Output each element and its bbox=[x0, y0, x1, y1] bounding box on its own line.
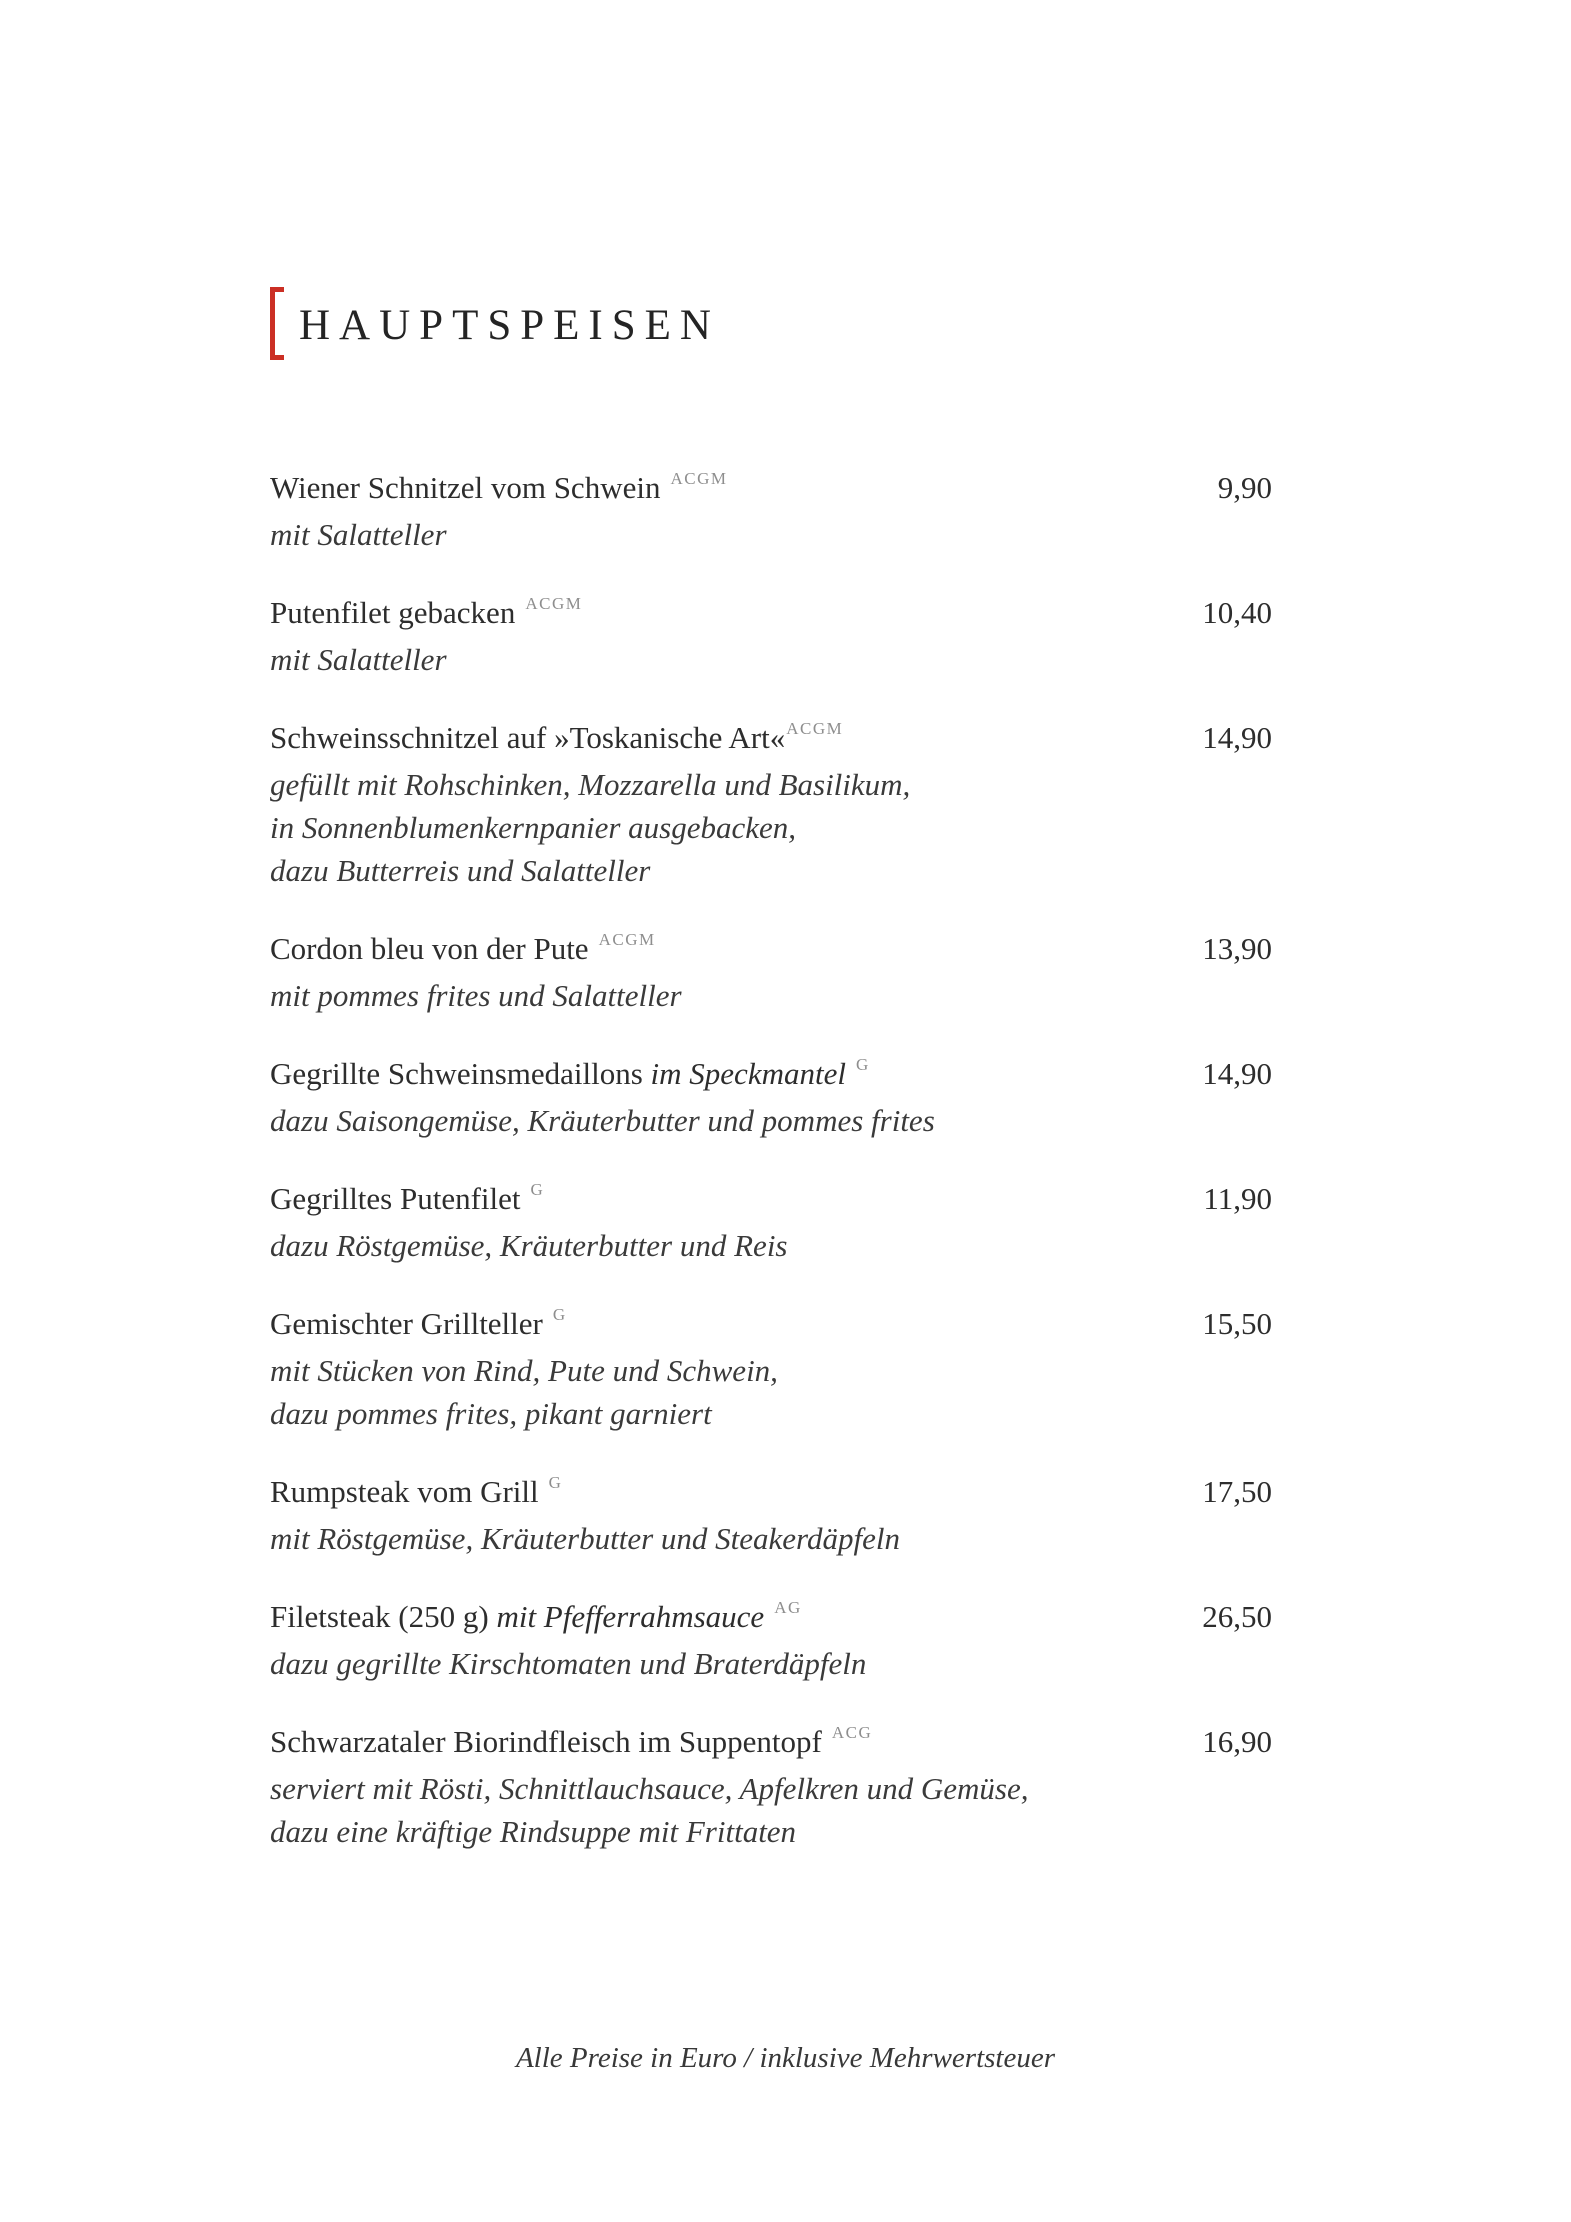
item-allergens: G bbox=[552, 1305, 567, 1324]
menu-item bbox=[270, 455, 1272, 556]
menu-items bbox=[270, 455, 1272, 1853]
item-desc bbox=[270, 1517, 1272, 1560]
item-row bbox=[270, 1459, 1272, 1516]
item-name bbox=[270, 705, 843, 762]
item-allergens: ACGM bbox=[670, 469, 728, 488]
item-name-roman: Putenfilet gebacken bbox=[270, 595, 516, 630]
item-price: 26,50 bbox=[1202, 1599, 1272, 1634]
item-name-roman: Schweinsschnitzel auf »Toskanische Art« bbox=[270, 720, 786, 755]
menu-item bbox=[270, 705, 1272, 892]
item-desc-line: dazu Röstgemüse, Kräuterbutter und Reis bbox=[270, 1228, 788, 1263]
item-row bbox=[270, 705, 1272, 762]
item-desc-line: mit Salatteller bbox=[270, 642, 447, 677]
item-row bbox=[270, 1584, 1272, 1641]
item-name-roman: Wiener Schnitzel vom Schwein bbox=[270, 470, 661, 505]
item-allergens: G bbox=[855, 1055, 870, 1074]
item-price: 9,90 bbox=[1217, 470, 1272, 505]
item-name-roman: Gegrilltes Putenfilet bbox=[270, 1181, 521, 1216]
item-desc-line: gefüllt mit Rohschinken, Mozzarella und Basilikum, bbox=[270, 767, 911, 802]
item-row bbox=[270, 1709, 1272, 1766]
item-allergens: ACGM bbox=[598, 930, 656, 949]
item-row bbox=[270, 455, 1272, 512]
item-price: 13,90 bbox=[1202, 931, 1272, 966]
item-row bbox=[270, 1166, 1272, 1223]
item-allergens: ACGM bbox=[525, 594, 583, 613]
section-header bbox=[270, 285, 1272, 361]
item-price: 15,50 bbox=[1202, 1306, 1272, 1341]
menu-item bbox=[270, 1166, 1272, 1267]
item-desc-line: mit pommes frites und Salatteller bbox=[270, 978, 682, 1013]
item-desc bbox=[270, 1642, 1272, 1685]
item-desc bbox=[270, 1099, 1272, 1142]
item-price: 16,90 bbox=[1202, 1724, 1272, 1759]
item-desc bbox=[270, 513, 1272, 556]
item-name bbox=[270, 1291, 567, 1348]
item-desc-line: dazu pommes frites, pikant garniert bbox=[270, 1396, 712, 1431]
item-name bbox=[270, 1459, 562, 1516]
item-desc-line: mit Salatteller bbox=[270, 517, 447, 552]
item-desc-line: dazu Saisongemüse, Kräuterbutter und pommes frites bbox=[270, 1103, 935, 1138]
item-name bbox=[270, 1166, 544, 1223]
item-desc-line: dazu Butterreis und Salatteller bbox=[270, 853, 651, 888]
item-name-italic: im Speckmantel bbox=[642, 1056, 846, 1091]
item-name bbox=[270, 455, 727, 512]
item-name-roman: Filetsteak (250 g) bbox=[270, 1599, 489, 1634]
item-desc-line: serviert mit Rösti, Schnittlauchsauce, Apfelkren und Gemüse, bbox=[270, 1771, 1029, 1806]
item-allergens: ACGM bbox=[786, 719, 844, 738]
item-allergens: AG bbox=[774, 1598, 802, 1617]
page-title: HAUPTSPEISEN bbox=[299, 301, 720, 349]
item-name-italic: mit Pfefferrahmsauce bbox=[488, 1599, 765, 1634]
item-allergens: ACG bbox=[831, 1723, 873, 1742]
item-price: 10,40 bbox=[1202, 595, 1272, 630]
item-desc bbox=[270, 974, 1272, 1017]
item-name bbox=[270, 1584, 802, 1641]
item-price: 14,90 bbox=[1202, 1056, 1272, 1091]
menu-item bbox=[270, 1709, 1272, 1853]
item-price: 14,90 bbox=[1202, 720, 1272, 755]
item-desc bbox=[270, 638, 1272, 681]
item-row bbox=[270, 580, 1272, 637]
item-name bbox=[270, 916, 656, 973]
item-desc bbox=[270, 1349, 1272, 1435]
item-row bbox=[270, 1291, 1272, 1348]
item-desc-line: in Sonnenblumenkernpanier ausgebacken, bbox=[270, 810, 797, 845]
item-desc bbox=[270, 763, 1272, 892]
item-name-roman: Rumpsteak vom Grill bbox=[270, 1474, 539, 1509]
item-name-roman: Schwarzataler Biorindfleisch im Suppentopf bbox=[270, 1724, 822, 1759]
item-name-roman: Cordon bleu von der Pute bbox=[270, 931, 589, 966]
item-desc bbox=[270, 1224, 1272, 1267]
menu-item bbox=[270, 916, 1272, 1017]
item-name bbox=[270, 580, 582, 637]
menu-item bbox=[270, 1291, 1272, 1435]
item-allergens: G bbox=[548, 1473, 563, 1492]
item-name-roman: Gegrillte Schweinsmedaillons bbox=[270, 1056, 643, 1091]
footer-note: Alle Preise in Euro / inklusive Mehrwertsteuer bbox=[515, 2042, 1056, 2074]
item-desc-line: dazu gegrillte Kirschtomaten und Braterdäpfeln bbox=[270, 1646, 867, 1681]
red-bracket-icon bbox=[270, 287, 284, 360]
item-desc-line: dazu eine kräftige Rindsuppe mit Frittaten bbox=[270, 1814, 797, 1849]
menu-item bbox=[270, 1041, 1272, 1142]
menu-item bbox=[270, 1459, 1272, 1560]
item-name-roman: Gemischter Grillteller bbox=[270, 1306, 543, 1341]
item-name bbox=[270, 1041, 870, 1098]
item-desc bbox=[270, 1767, 1272, 1853]
menu-item bbox=[270, 580, 1272, 681]
item-price: 11,90 bbox=[1203, 1181, 1272, 1216]
item-desc-line: mit Röstgemüse, Kräuterbutter und Steakerdäpfeln bbox=[270, 1521, 900, 1556]
menu-item bbox=[270, 1584, 1272, 1685]
item-allergens: G bbox=[530, 1180, 545, 1199]
item-row bbox=[270, 1041, 1272, 1098]
item-desc-line: mit Stücken von Rind, Pute und Schwein, bbox=[270, 1353, 778, 1388]
item-name bbox=[270, 1709, 872, 1766]
item-price: 17,50 bbox=[1202, 1474, 1272, 1509]
item-row bbox=[270, 916, 1272, 973]
